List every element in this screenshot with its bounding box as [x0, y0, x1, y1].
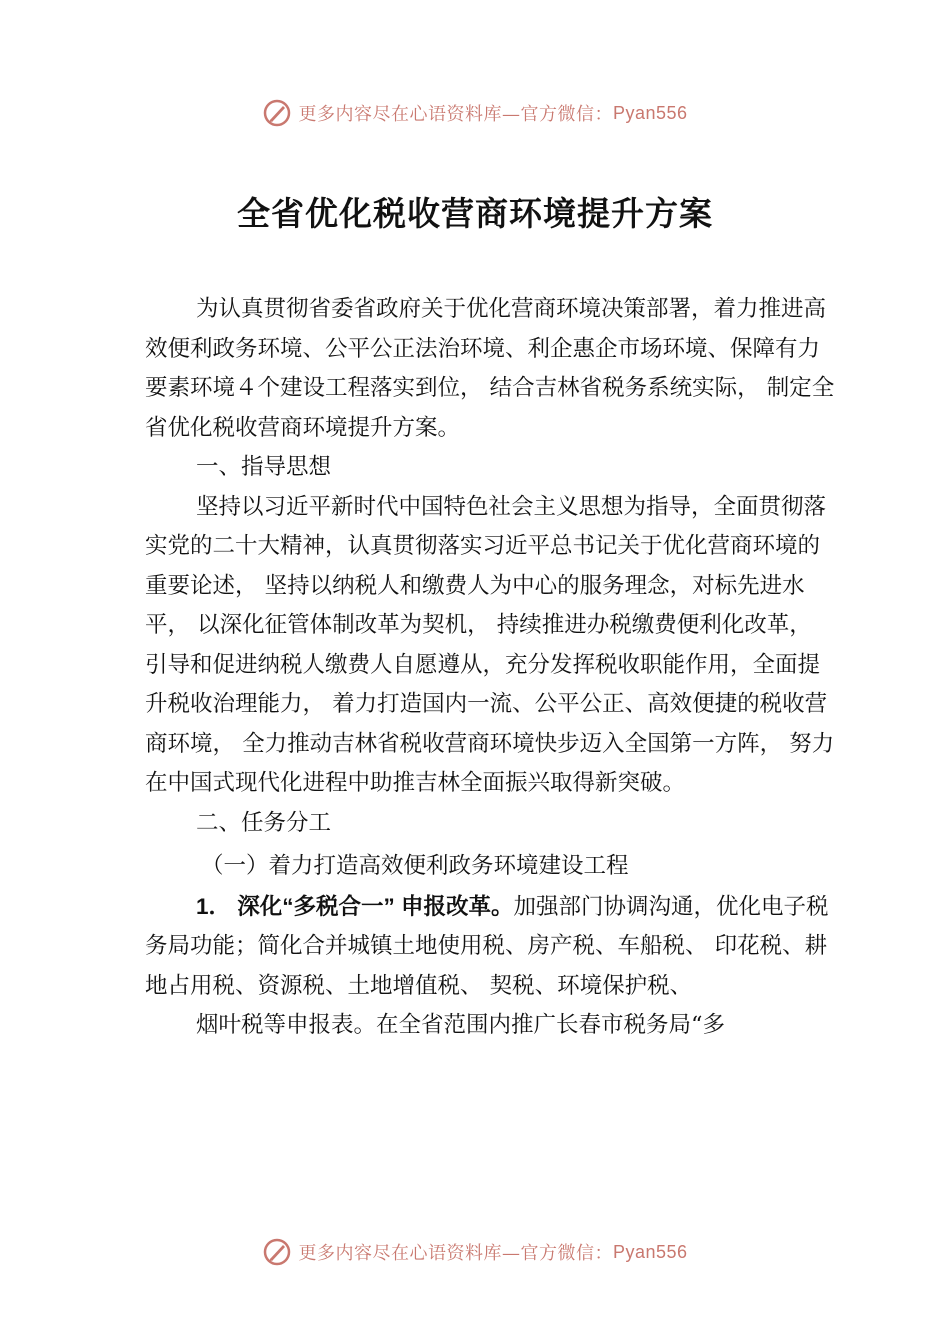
pen-logo-icon	[262, 1237, 292, 1267]
watermark-wechat-id: Pyan556	[612, 1241, 688, 1262]
pen-logo-icon	[262, 98, 292, 128]
watermark-footer	[0, 1237, 950, 1267]
item-1-body: 加强部门协调沟通，优化电子税务局功能；简化合并城镇土地使用税、房产税、车船税、 印花税、耕地占用税、资源税、土地增值税、 契税、环境保护税、	[145, 893, 829, 999]
watermark-wechat-id: Pyan556	[612, 102, 688, 123]
guiding-thought-paragraph: 坚持以习近平新时代中国特色社会主义思想为指导，全面贯彻落实党的二十大精神，认真贯彻落实习近平总书记关于优化营商环境的重要论述， 坚持以纳税人和缴费人为中心的服务理念，对标先进水平， 以深化征管体制改革为契机， 持续推进办税缴费便利化改革， 引导和促进纳税人缴费人自愿遵从，充分发挥税收职能作用，全面提升税收治理能力， 着力打造国内一流、公平公正、高效便捷的税收营商环境， 全力推动吉林省税收营商环境快步迈入全国第一方阵， 努力在中国式现代化进程中助推吉林全面振兴取得新突破。	[145, 493, 835, 796]
watermark-header	[0, 98, 950, 128]
watermark-text: 更多内容尽在心语资料库—官方微信：	[298, 104, 613, 125]
document-title: 全省优化税收营商环境提升方案	[237, 194, 713, 233]
document-body	[145, 290, 835, 1046]
item-1-paragraph	[145, 887, 835, 1007]
item-1-continuation: 烟叶税等申报表。在全省范围内推广长春市税务局“多	[196, 1012, 726, 1038]
watermark-text: 更多内容尽在心语资料库—官方微信：	[298, 1243, 613, 1264]
item-1-lead: 1． 深化“多税合一” 申报改革。	[196, 893, 514, 919]
section-heading-guiding-thought: 一、指导思想	[196, 454, 332, 480]
subsection-heading-government-environment: （一）着力打造高效便利政务环境建设工程	[201, 853, 629, 879]
intro-paragraph: 为认真贯彻省委省政府关于优化营商环境决策部署，着力推进高效便利政务环境、公平公正法治环境、利企惠企市场环境、保障有力要素环境４个建设工程落实到位， 结合吉林省税务系统实际， 制定全省优化税收营商环境提升方案。	[145, 296, 835, 441]
section-heading-task-division: 二、任务分工	[196, 809, 332, 836]
